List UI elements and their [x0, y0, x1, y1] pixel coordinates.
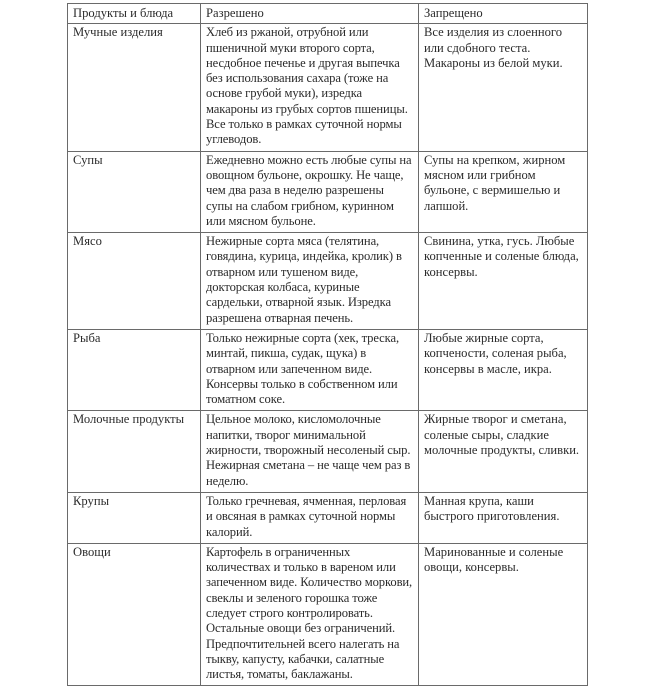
forbidden-cell: Жирные творог и сметана, соленые сыры, сладкие молочные продукты, сливки.	[419, 411, 588, 492]
allowed-cell: Только нежирные сорта (хек, треска, минтай, пикша, судак, щука) в отварном или запеченном виде. Консервы только в собственном или томатном соке.	[201, 329, 419, 410]
category-cell: Рыба	[68, 329, 201, 410]
table-row	[68, 151, 588, 232]
category-cell: Овощи	[68, 543, 201, 686]
forbidden-cell: Маринованные и соленые овощи, консервы.	[419, 543, 588, 686]
forbidden-cell: Манная крупа, каши быстрого приготовления.	[419, 492, 588, 543]
allowed-cell: Хлеб из ржаной, отрубной или пшеничной муки второго сорта, несдобное печенье и другая выпечка без использования сахара (тоже на основе грубой муки), изредка макароны из грубых сортов пшеницы. Все только в рамках суточной нормы углеводов.	[201, 24, 419, 151]
category-cell: Крупы	[68, 492, 201, 543]
forbidden-cell: Супы на крепком, жирном мясном или грибном бульоне, с вермишелью и лапшой.	[419, 151, 588, 232]
table-row	[68, 543, 588, 686]
category-cell: Мучные изделия	[68, 24, 201, 151]
header-forbidden: Запрещено	[419, 4, 588, 24]
table-row	[68, 24, 588, 151]
table-row	[68, 492, 588, 543]
header-allowed: Разрешено	[201, 4, 419, 24]
allowed-cell: Цельное молоко, кисломолочные напитки, творог минимальной жирности, творожный несоленый сыр. Нежирная сметана – не чаще чем раз в неделю.	[201, 411, 419, 492]
allowed-cell: Ежедневно можно есть любые супы на овощном бульоне, окрошку. Не чаще, чем два раза в неделю разрешены супы на слабом грибном, куринном или мясном бульоне.	[201, 151, 419, 232]
table-header-row	[68, 4, 588, 24]
allowed-cell: Нежирные сорта мяса (телятина, говядина, курица, индейка, кролик) в отварном или тушеном виде, докторская колбаса, куриные сардельки, отварной язык. Изредка разрешена отварная печень.	[201, 233, 419, 330]
header-category: Продукты и блюда	[68, 4, 201, 24]
table-row	[68, 329, 588, 410]
category-cell: Супы	[68, 151, 201, 232]
forbidden-cell: Любые жирные сорта, копчености, соленая рыба, консервы в масле, икра.	[419, 329, 588, 410]
category-cell: Молочные продукты	[68, 411, 201, 492]
table-row	[68, 233, 588, 330]
forbidden-cell: Все изделия из слоенного или сдобного теста. Макароны из белой муки.	[419, 24, 588, 151]
forbidden-cell: Свинина, утка, гусь. Любые копченные и соленые блюда, консервы.	[419, 233, 588, 330]
category-cell: Мясо	[68, 233, 201, 330]
allowed-cell: Картофель в ограниченных количествах и только в вареном или запеченном виде. Количество моркови, свеклы и зеленого горошка тоже следует строго контролировать. Остальные овощи без ограничений. Предпочтительней всего налегать на тыкву, капусту, кабачки, салатные листья, томаты, баклажаны.	[201, 543, 419, 686]
diet-table	[67, 3, 588, 686]
table-row	[68, 411, 588, 492]
allowed-cell: Только гречневая, ячменная, перловая и овсяная в рамках суточной нормы калорий.	[201, 492, 419, 543]
